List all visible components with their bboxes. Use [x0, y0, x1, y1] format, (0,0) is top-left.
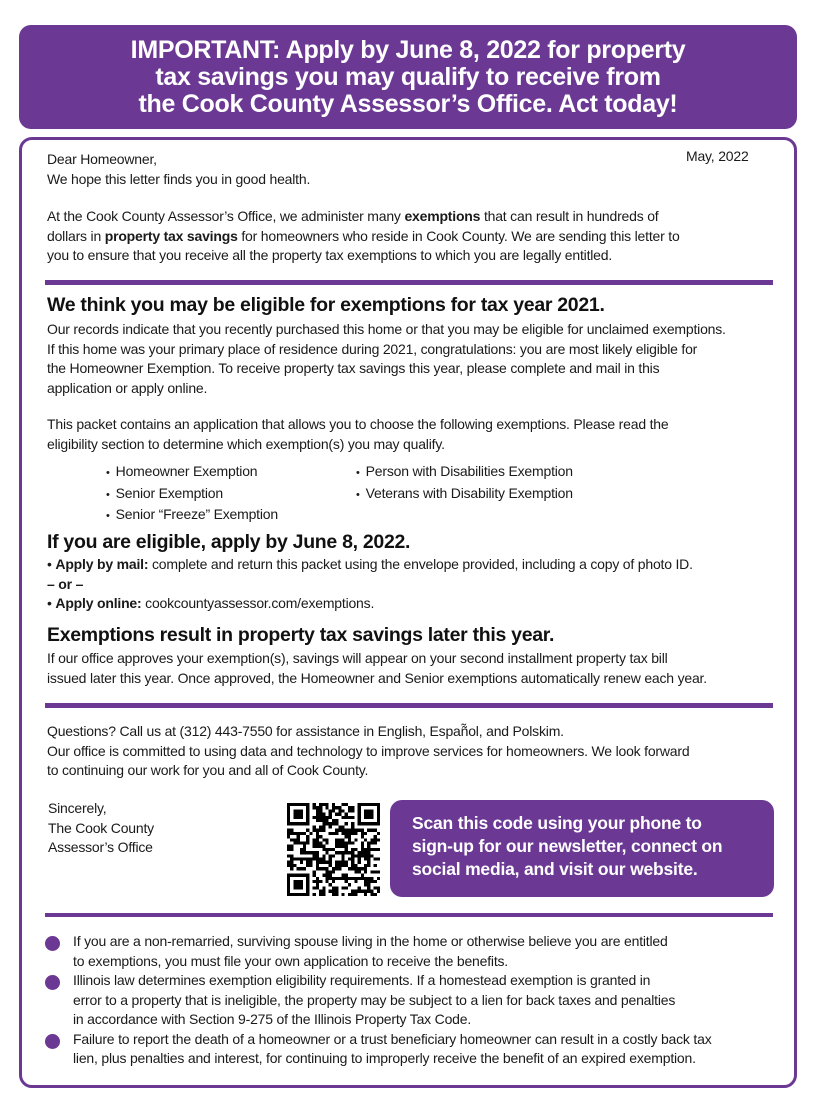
text-line: Our records indicate that you recently purchased this home or that you may be eligible for unclaimed exemptions.	[47, 321, 726, 337]
section3-para	[47, 649, 707, 688]
divider	[45, 913, 773, 917]
website-link[interactable]: cookcountyassessor.com/exemptions.	[141, 595, 375, 611]
intro-paragraph	[47, 207, 680, 266]
banner-line: tax savings you may qualify to receive from	[155, 63, 661, 91]
signoff	[48, 799, 154, 858]
wish-line: We hope this letter finds you in good health.	[47, 170, 311, 187]
apply-methods: • Apply by mail: complete and return this packet using the envelope provided, including a copy of photo ID. – or – • Apply online: cookcountyassessor.com/exemptions.	[47, 556, 693, 611]
text-line: Failure to report the death of a homeowner or a trust beneficiary homeowner can result in a costly back tax	[73, 1030, 712, 1047]
text-line: If you are a non-remarried, surviving spouse living in the home or otherwise believe you are entitled	[73, 933, 668, 949]
note-item	[45, 1030, 785, 1069]
divider	[45, 280, 773, 285]
text-line: This packet contains an application that allows you to choose the following exemptions. Please read the	[47, 416, 669, 432]
greeting	[47, 150, 310, 189]
text-line: Assessor’s Office	[48, 839, 153, 855]
text-line: If our office approves your exemption(s), savings will appear on your second installment property tax bill	[47, 650, 668, 666]
section1-para1	[47, 320, 726, 398]
section-heading: If you are eligible, apply by June 8, 2022.	[47, 531, 411, 553]
text-line: Our office is committed to using data and technology to improve services for homeowners. We look forward	[47, 742, 690, 759]
section1-para2	[47, 415, 668, 454]
section-heading: Exemptions result in property tax savings later this year.	[47, 624, 555, 646]
banner-line: the Cook County Assessor’s Office. Act today!	[138, 90, 678, 118]
text-line: social media, and visit our website.	[412, 859, 698, 879]
important-banner	[19, 25, 797, 129]
exemption-item: • Veterans with Disability Exemption	[356, 484, 573, 506]
text-line: The Cook County	[48, 819, 154, 836]
note-item	[45, 971, 785, 1030]
text-line: to exemptions, you must file your own application to receive the benefits.	[73, 952, 508, 969]
text: you to ensure that you receive all the property tax exemptions to which you are legally entitled.	[47, 247, 613, 263]
text-line: error to a property that is ineligible, the property may be subject to a lien for back taxes and penalties	[73, 991, 676, 1008]
text-line: issued later this year. Once approved, the Homeowner and Senior exemptions automatically renew each year.	[47, 669, 707, 686]
exemption-item: • Person with Disabilities Exemption	[356, 462, 573, 484]
contact-paragraph	[47, 722, 689, 781]
text-line: Sincerely,	[48, 800, 107, 816]
bullet-dot-icon	[45, 975, 60, 990]
text-line: lien, plus penalties and interest, for continuing to improperly receive the benefit of an expired exemption.	[73, 1050, 696, 1066]
notes-list	[45, 932, 785, 1069]
bullet-dot-icon	[45, 1034, 60, 1049]
divider	[45, 703, 773, 708]
text: At the Cook County Assessor’s Office, we administer many	[47, 208, 405, 224]
qr-code-icon[interactable]	[287, 803, 380, 896]
text: for homeowners who reside in Cook County. We are sending this letter to	[237, 227, 680, 244]
or-separator: – or –	[47, 575, 84, 592]
bullet-dot-icon	[45, 936, 60, 951]
text-line: in accordance with Section 9-275 of the Illinois Property Tax Code.	[73, 1011, 472, 1027]
online-label: Apply online:	[55, 595, 142, 611]
text-line: If this home was your primary place of residence during 2021, congratulations: you are most likely eligible for	[47, 340, 698, 357]
letter-date: May, 2022	[686, 148, 749, 164]
mail-label: Apply by mail:	[55, 556, 149, 572]
text-line: sign-up for our newsletter, connect on	[412, 836, 723, 856]
bold-text: property tax savings	[104, 227, 238, 244]
exemption-item: • Senior “Freeze” Exemption	[106, 505, 278, 527]
text-line: Scan this code using your phone to	[412, 813, 702, 833]
text-line: Questions? Call us at (312) 443-7550 for assistance in English, Españ̃ol, and Polskim.	[47, 723, 564, 739]
exemption-item: • Homeowner Exemption	[106, 462, 278, 484]
exemption-list-right	[356, 462, 573, 505]
note-item	[45, 932, 785, 971]
text-line: eligibility section to determine which exemption(s) you may qualify.	[47, 435, 445, 452]
bold-text: exemptions	[404, 208, 481, 224]
text-line: the Homeowner Exemption. To receive property tax savings this year, please complete and mail in this	[47, 360, 660, 376]
exemption-list-left	[106, 462, 278, 527]
text-line: application or apply online.	[47, 379, 208, 396]
newsletter-callout	[390, 800, 774, 897]
text: complete and return this packet using the envelope provided, including a copy of photo ID.	[148, 556, 693, 572]
exemption-item: • Senior Exemption	[106, 484, 278, 506]
text: dollars in	[47, 227, 105, 244]
text-line: Illinois law determines exemption eligibility requirements. If a homestead exemption is granted in	[73, 972, 651, 988]
text: that can result in hundreds of	[480, 208, 659, 224]
text-line: to continuing our work for you and all of Cook County.	[47, 762, 369, 778]
section-heading: We think you may be eligible for exemptions for tax year 2021.	[47, 294, 605, 316]
greeting-line: Dear Homeowner,	[47, 151, 157, 167]
banner-line: IMPORTANT: Apply by June 8, 2022 for property	[130, 36, 686, 64]
